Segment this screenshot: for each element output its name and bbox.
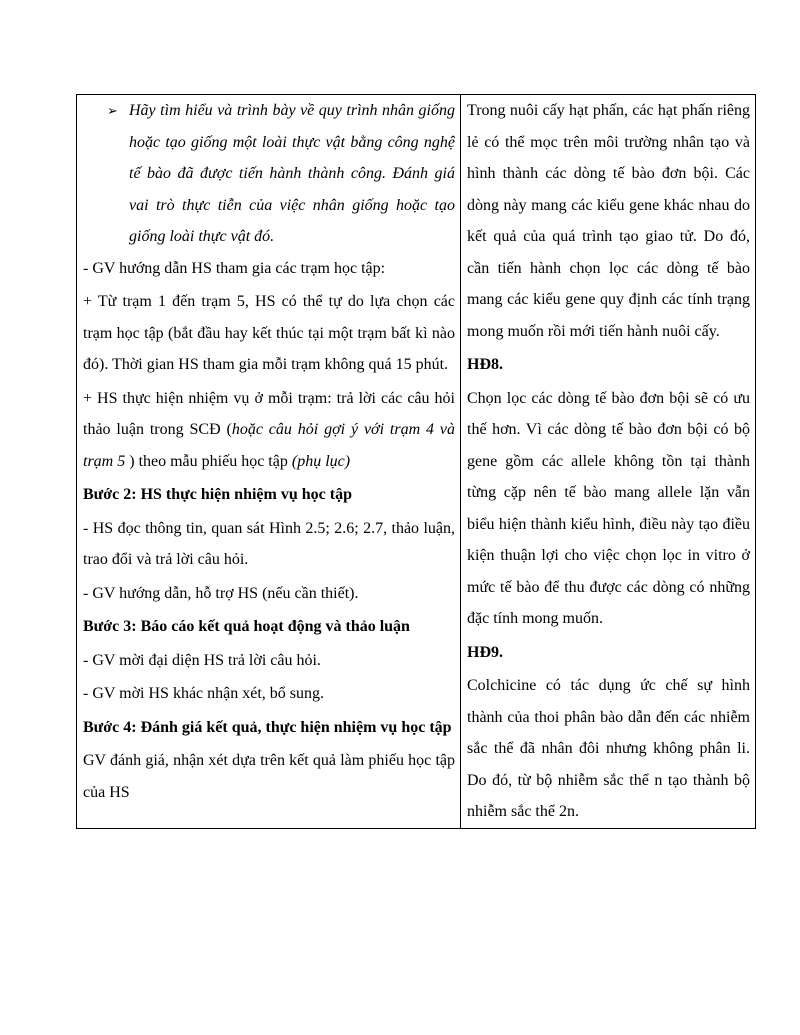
italic-run: hoặc câu hỏi gợi ý với trạm 4 và trạm 5 (83, 421, 455, 470)
paragraph-haploid-selection: Chọn lọc các dòng tế bào đơn bội sẽ có ưu thế hơn. Vì các dòng tế bào đơn bội có bộ gene gồm các allele không tồn tại thành từng cặp nên tế bào mang allele lặn vẫn biểu hiện thành kiểu hình, điều này tạo điều kiện thuận lợi cho việc chọn lọc in vitro ở mức tế bào để thu được các dòng có những đặc tính mong muốn. (467, 389, 750, 627)
paragraph-gv-others: - GV mời HS khác nhận xét, bổ sung. (83, 685, 325, 702)
hd9-heading (467, 637, 750, 669)
bold-run: Bước 3: Báo cáo kết quả hoạt động và thảo luận (83, 618, 410, 635)
hd8-heading (467, 349, 750, 381)
paragraph-pollen-culture: Trong nuôi cấy hạt phấn, các hạt phấn riêng lẻ có thể mọc trên môi trường nhân tạo và hình thành các dòng tế bào đơn bội. Các dòng này mang các kiểu gene khác nhau do kết quả của quá trình tạo giao tử. Do đó, cần tiến hành chọn lọc các dòng tế bào mang các kiểu gene quy định các tính trạng mong muốn rồi mới tiến hành nuôi cấy. (467, 102, 750, 340)
bold-run: HĐ8. (467, 356, 503, 373)
paragraph-gv-guide: - GV hướng dẫn HS tham gia các trạm học tập: (83, 259, 386, 277)
bullet-paragraph (83, 95, 455, 253)
right-cell (461, 95, 755, 828)
paragraph-stations: + Từ trạm 1 đến trạm 5, HS có thể tự do lựa chọn các trạm học tập (bắt đầu hay kết thúc tại một trạm bất kì nào đó). Thời gian HS tham gia mỗi trạm không quá 15 phút. (83, 293, 455, 373)
bullet-text: Hãy tìm hiểu và trình bày về quy trình nhân giống hoặc tạo giống một loài thực vật bằng công nghệ tế bào đã được tiến hành thành công. Đánh giá vai trò thực tiễn của việc nhân giống hoặc tạo giống loài thực vật đó. (129, 102, 455, 245)
table-row (77, 95, 756, 829)
paragraph-colchicine: Colchicine có tác dụng ức chế sự hình thành của thoi phân bào dẫn đến các nhiễm sắc thể đã nhân đôi nhưng không phân li. Do đó, từ bộ nhiễm sắc thể n tạo thành bộ nhiễm sắc thể 2n. (467, 677, 750, 820)
step-4-heading (83, 712, 455, 744)
paragraph-tasks (83, 383, 455, 478)
bold-run: HĐ9. (467, 643, 503, 661)
text-run: ) theo mẫu phiếu học tập (125, 452, 292, 470)
left-column (77, 95, 461, 829)
paragraph-gv-support: - GV hướng dẫn, hỗ trợ HS (nếu cần thiết). (83, 584, 359, 602)
right-column (461, 95, 756, 829)
bullet-arrow-icon: ➢ (107, 103, 118, 118)
spacer (83, 808, 455, 828)
italic-run: (phụ lục) (291, 452, 351, 470)
bold-run: Bước 4: Đánh giá kết quả, thực hiện nhiệm vụ học tập (83, 718, 452, 736)
bold-run: Bước 2: HS thực hiện nhiệm vụ học tập (83, 486, 352, 503)
step-3-heading (83, 611, 455, 643)
paragraph-gv-evaluate: GV đánh giá, nhận xét dựa trên kết quả làm phiếu học tập của HS (83, 752, 455, 801)
step-2-heading (83, 479, 455, 511)
left-cell (77, 95, 460, 828)
text-run: + HS thực hiện nhiệm vụ ở mỗi trạm: trả lời các câu hỏi thảo luận trong SCĐ ( (83, 389, 455, 438)
paragraph-gv-invite: - GV mời đại diện HS trả lời câu hỏi. (83, 651, 321, 669)
paragraph-hs-read: - HS đọc thông tin, quan sát Hình 2.5; 2.6; 2.7, thảo luận, trao đổi và trả lời câu hỏi. (83, 519, 455, 568)
content-table (76, 94, 756, 829)
